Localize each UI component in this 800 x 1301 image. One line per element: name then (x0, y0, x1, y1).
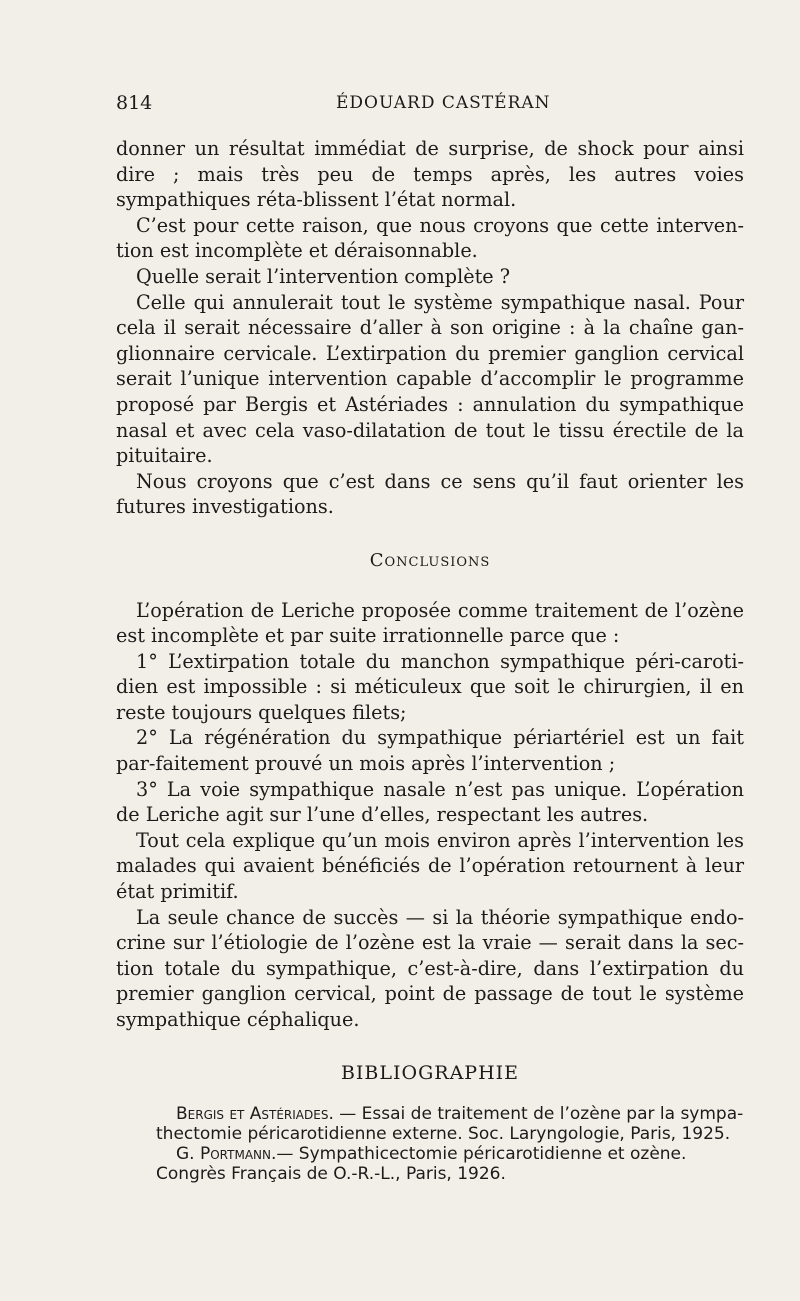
section-title-conclusions: Conclusions (369, 549, 491, 571)
reference-text: — Essai de traitement de l’ozène par la sympa-thectomie péricarotidienne externe. Soc. Laryngologie, Paris, 1925. (156, 1104, 744, 1145)
reference-authors: Bergis et Astériades. (176, 1104, 334, 1125)
reference-authors: G. Portmann. (176, 1144, 277, 1165)
paragraph: Nous croyons que c’est dans ce sens qu’il faut orienter les futures investigations. (116, 469, 744, 519)
section-title-bibliography: BIBLIOGRAPHIE (340, 1061, 520, 1084)
conclusion-paragraph: 2° La régénération du sympathique périartériel est un fait par-faitement prouvé un mois après l’intervention ; (116, 726, 744, 776)
page-number: 814 (116, 92, 153, 114)
bibliography-entry (116, 1104, 744, 1144)
paragraph: Quelle serait l’intervention complète ? (136, 264, 511, 288)
running-header (116, 92, 742, 122)
paragraph: donner un résultat immédiat de surprise, de shock pour ainsi dire ; mais très peu de temps après, les autres voies sympathiques réta-blissent l’état normal. (116, 137, 744, 212)
conclusion-paragraph: 1° L’extirpation totale du manchon sympathique péri-caroti-dien est impossible : si méticuleux que soit le chirurgien, il en reste toujours quelques filets; (116, 649, 744, 724)
paragraph: Celle qui annulerait tout le système sympathique nasal. Pour cela il serait nécessaire d’aller à son origine : à la chaîne gan-glionnaire cervicale. L’extirpation du premier ganglion cervical serait l’unique intervention capable d’accomplir le programme proposé par Bergis et Astériades : annulation du sympathique nasal et avec cela vaso-dilatation de tout le tissu érectile de la pituitaire. (116, 290, 744, 468)
paragraph: C’est pour cette raison, que nous croyons que cette interven-tion est incomplète et déraisonnable. (116, 213, 744, 263)
conclusion-paragraph: 3° La voie sympathique nasale n’est pas unique. L’opération de Leriche agit sur l’une d’elles, respectant les autres. (116, 777, 744, 827)
reference-text: — Sympathicectomie péricarotidienne et ozène. Congrès Français de O.-R.-L., Paris, 1926. (156, 1144, 687, 1185)
body-text (116, 136, 744, 1184)
running-title: ÉDOUARD CASTÉRAN (336, 93, 551, 113)
conclusion-paragraph: L’opération de Leriche proposée comme traitement de l’ozène est incomplète et par suite irrationnelle parce que : (116, 598, 744, 648)
conclusion-paragraph: La seule chance de succès — si la théorie sympathique endo-crine sur l’étiologie de l’ozène est la vraie — serait dans la sec-tion totale du sympathique, c’est-à-dire, dans l’extirpation du premier ganglion cervical, point de passage de tout le système sympathique céphalique. (116, 905, 744, 1031)
bibliography-entry (116, 1144, 744, 1184)
conclusion-paragraph: Tout cela explique qu’un mois environ après l’intervention les malades qui avaient bénéficiés de l’opération retournent à leur état primitif. (116, 828, 744, 904)
